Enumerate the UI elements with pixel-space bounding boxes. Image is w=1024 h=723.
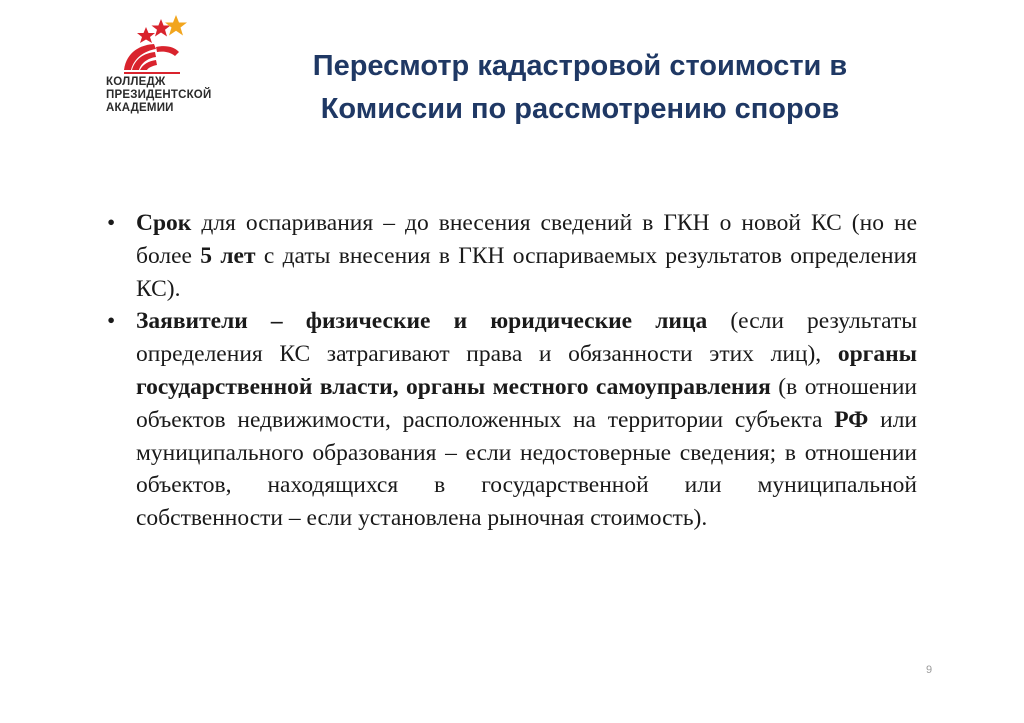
logo-line-1: КОЛЛЕДЖ [106,76,166,88]
bullet-text: (если результаты определения КС затрагивают права и обязанности этих лиц), [136,308,918,368]
bullet-text: (в отношении объектов недвижимости, расположенных на территории субъекта [136,373,917,433]
bullet-text-bold: органы государственной власти, органы местного самоуправления [136,341,917,400]
bullet-text-bold: РФ [834,406,869,433]
logo-line-2: ПРЕЗИДЕНТСКОЙ [106,89,212,101]
logo-line-3: АКАДЕМИИ [106,102,174,114]
bullet-text: для оспаривания – до внесения сведений в ГКН о новой КС (но не более [136,210,917,269]
bullet-dot: • [107,308,116,335]
bullet-text: или муниципального образования – если недостоверные сведения; в отношении объектов, находящихся в государственной или муниципальной собственности – если установлена рыночная стоимость). [136,406,917,532]
bullet-text-bold: 5 лет [200,242,256,269]
red-star-icon [152,19,171,37]
slide-title-line-1: Пересмотр кадастровой стоимости в [312,50,848,82]
bullet-text-bold: Срок [136,210,192,236]
gold-star-icon [165,15,187,36]
bullet-item-term [107,207,917,305]
slide-body [107,207,917,535]
page-number: 9 [926,664,933,676]
logo-text [106,76,211,115]
logo-emblem-icon [104,12,254,82]
slide-title-line-2: Комиссии по рассмотрению споров [320,93,840,125]
bullet-text: с даты внесения в ГКН оспариваемых результатов определения КС). [136,242,917,302]
red-star-small-icon [137,27,155,43]
college-logo [104,12,254,122]
bullet-text-bold: Заявители – физические и юридические лица [136,308,708,335]
bullet-item-applicants [107,305,917,535]
bullet-dot: • [107,210,116,236]
slide-title [240,45,920,131]
